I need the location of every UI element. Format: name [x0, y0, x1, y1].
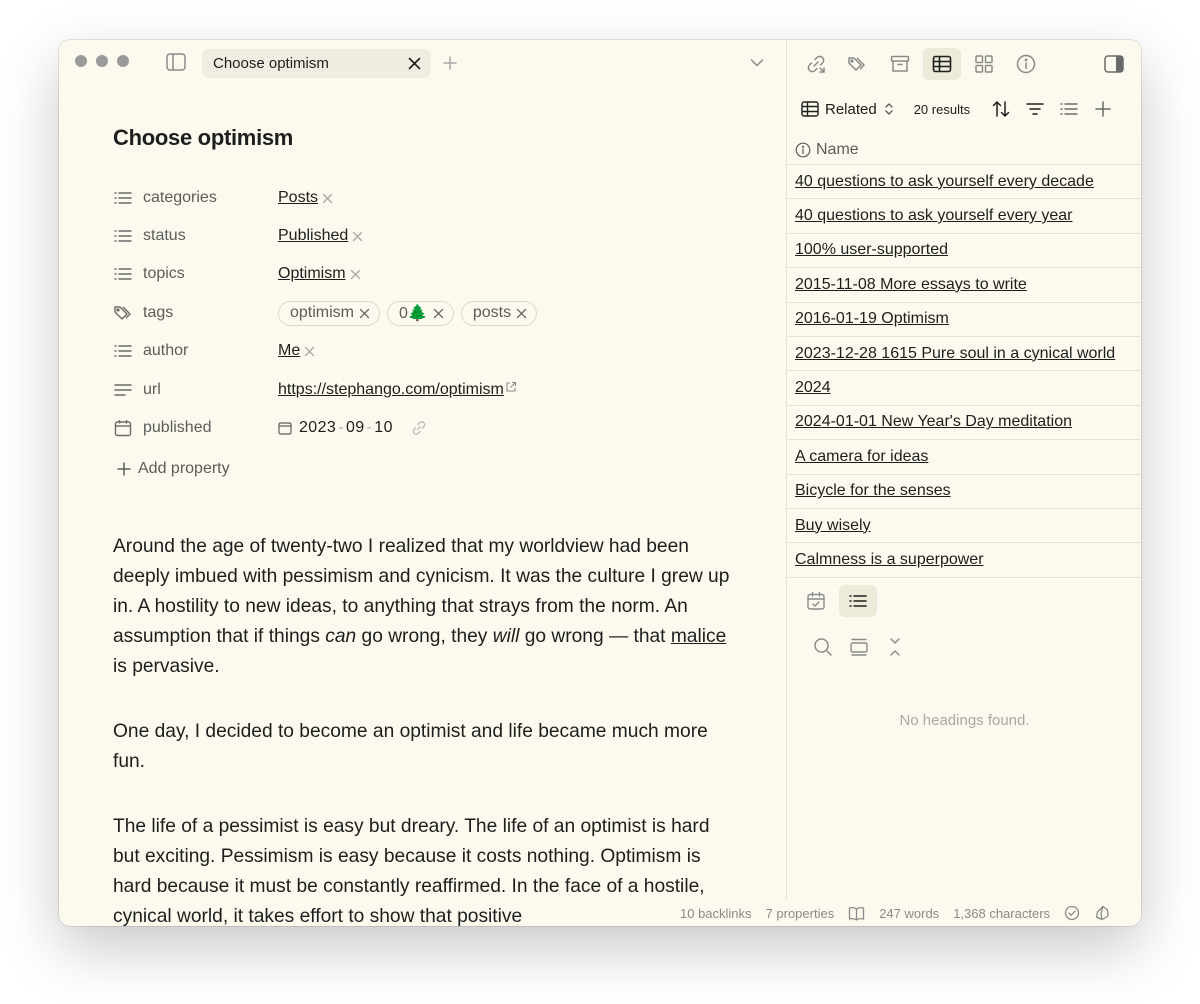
internal-link[interactable]: malice — [670, 626, 727, 647]
property-author — [113, 339, 753, 363]
empty-outline-message: No headings found. — [899, 712, 1030, 729]
text-run: Around the age of twenty-two I realized that my worldview had been deeply imbued with pessimism and cynicism. It was the culture I grew up in. A hostility to new ideas, to anything that strays from the norm. An assumption that if things — [113, 536, 730, 647]
remove-x-icon[interactable] — [516, 308, 527, 319]
property-name[interactable]: tags — [143, 304, 174, 321]
internal-link[interactable]: Optimism — [278, 265, 346, 282]
editor-pane — [59, 40, 786, 926]
property-value — [278, 301, 544, 326]
sort-icon[interactable] — [991, 99, 1011, 119]
paragraph[interactable]: The life of a pessimist is easy but dreary. The life of an optimist is hard but exciting. Pessimism is easy because it costs nothing. Optimism is hard because it must be constantly reaffirmed. In the face of a hostile, cynical world, it takes effort to show that positive — [113, 816, 710, 926]
date-separator: - — [366, 419, 373, 436]
add-property-button[interactable] — [117, 460, 230, 478]
tag-label: 0🌲 — [399, 305, 428, 322]
list-icon — [113, 188, 133, 208]
property-name[interactable]: status — [143, 227, 186, 244]
external-link[interactable]: https://stephango.com/optimism — [278, 381, 504, 398]
properties-list-icon[interactable] — [1059, 99, 1079, 119]
right-sidebar — [786, 40, 1141, 926]
italic-text: will — [492, 626, 520, 647]
filter-icon[interactable] — [1025, 99, 1045, 119]
table-row — [787, 371, 1141, 405]
remove-x-icon[interactable] — [433, 308, 444, 319]
property-value — [278, 381, 517, 399]
table-row — [787, 440, 1141, 474]
property-name[interactable]: published — [143, 419, 212, 436]
table-icon — [801, 101, 819, 117]
remove-x-icon[interactable] — [304, 346, 315, 357]
add-property-label: Add property — [138, 460, 230, 477]
list-icon — [848, 593, 868, 609]
right-sidebar-tabs — [797, 48, 1132, 80]
date-year[interactable]: 2023 — [299, 419, 337, 436]
internal-link[interactable]: Published — [278, 227, 349, 244]
result-link[interactable]: 40 questions to ask yourself every year — [795, 207, 1073, 225]
tag-pill[interactable] — [278, 301, 380, 326]
tab-title: Choose optimism — [213, 55, 329, 72]
app-window — [59, 40, 1141, 926]
table-row — [787, 406, 1141, 440]
tab-backlinks[interactable] — [797, 48, 835, 80]
view-selector[interactable]: Related — [825, 100, 877, 118]
window-controls — [75, 55, 129, 67]
panel-icon — [849, 637, 869, 657]
property-status — [113, 224, 753, 248]
result-link[interactable]: 2024-01-01 New Year's Day meditation — [795, 413, 1072, 431]
tab-bases-table[interactable] — [923, 48, 961, 80]
tag-pill[interactable] — [461, 301, 537, 326]
property-name[interactable]: categories — [143, 189, 217, 206]
tag-label: optimism — [290, 304, 355, 321]
close-window-button[interactable] — [75, 55, 87, 67]
character-count: 1,368 characters — [953, 905, 1051, 921]
paragraph[interactable]: One day, I decided to become an optimist and life became much more fun. — [113, 721, 708, 772]
date-day[interactable]: 10 — [374, 419, 393, 436]
result-link[interactable]: 2016-01-19 Optimism — [795, 310, 949, 328]
list-icon — [113, 226, 133, 246]
calendar-small-icon[interactable] — [278, 421, 292, 435]
property-published — [113, 416, 753, 440]
lower-pane-tabs — [797, 585, 997, 617]
result-link[interactable]: 2015-11-08 More essays to write — [795, 275, 1027, 293]
tag-label: posts — [472, 304, 512, 321]
outline-collapse-button[interactable] — [879, 632, 911, 662]
info-icon — [795, 142, 811, 158]
result-link[interactable]: 2024 — [795, 379, 831, 397]
chevron-down-icon[interactable] — [750, 58, 764, 68]
zoom-window-button[interactable] — [117, 55, 129, 67]
calendar-icon — [113, 418, 133, 438]
property-value — [278, 265, 361, 283]
calendar-check-icon — [806, 591, 826, 611]
property-tags — [113, 301, 753, 325]
new-tab-plus-icon[interactable] — [443, 56, 457, 70]
info-icon — [1016, 54, 1036, 74]
list-icon — [113, 264, 133, 284]
result-link[interactable]: Buy wisely — [795, 516, 871, 534]
table-row — [787, 268, 1141, 302]
remove-x-icon[interactable] — [359, 308, 370, 319]
remove-x-icon[interactable] — [352, 231, 363, 242]
property-name[interactable]: topics — [143, 265, 185, 282]
close-icon[interactable] — [408, 57, 421, 70]
minimize-window-button[interactable] — [96, 55, 108, 67]
result-link[interactable]: 2023-12-28 1615 Pure soul in a cynical world — [795, 344, 1116, 362]
table-row — [787, 337, 1141, 371]
right-sidebar-toggle[interactable] — [1095, 48, 1133, 80]
table-row — [787, 509, 1141, 543]
table-row — [787, 475, 1141, 509]
backlinks-icon — [806, 54, 826, 74]
link-icon[interactable] — [411, 420, 427, 436]
tab-calendar[interactable] — [797, 585, 835, 617]
table-row — [787, 543, 1141, 577]
tab-archive[interactable] — [881, 48, 919, 80]
date-separator: - — [338, 419, 344, 436]
external-link-icon — [505, 381, 517, 393]
search-icon — [813, 637, 833, 657]
property-value — [278, 227, 363, 245]
table-row — [787, 165, 1141, 199]
result-link[interactable]: Calmness is a superpower — [795, 550, 984, 568]
tab-info[interactable] — [1007, 48, 1045, 80]
result-link[interactable]: 100% user-supported — [795, 241, 948, 259]
tags-icon — [113, 303, 133, 323]
outline-search-button[interactable] — [807, 632, 839, 662]
tag-pill[interactable] — [387, 301, 454, 326]
status-bar — [670, 899, 1141, 926]
result-link[interactable]: 40 questions to ask yourself every decade — [795, 172, 1094, 190]
tab-outline[interactable] — [839, 585, 877, 617]
text-lines-icon — [113, 380, 133, 400]
internal-link[interactable]: Posts — [278, 189, 319, 206]
outline-track-button[interactable] — [843, 632, 875, 662]
text-run: go wrong — that — [519, 626, 671, 647]
column-header-label: Name — [816, 141, 859, 158]
obsidian-logo-icon[interactable] — [1094, 905, 1110, 921]
reading-view-book-icon[interactable] — [848, 906, 865, 921]
collapse-chevrons-icon — [887, 637, 903, 657]
date-month[interactable]: 09 — [345, 419, 365, 436]
word-count: 247 words — [879, 905, 940, 921]
property-url — [113, 378, 753, 402]
tab-cards[interactable] — [965, 48, 1003, 80]
tab-choose-optimism[interactable] — [202, 49, 431, 78]
sidebar-right-icon — [1104, 55, 1124, 73]
properties-count[interactable]: 7 properties — [765, 905, 835, 921]
table-row — [787, 234, 1141, 268]
tags-icon — [847, 55, 869, 73]
archive-box-icon — [890, 55, 910, 73]
property-categories — [113, 186, 753, 210]
note-title[interactable]: Choose optimism — [113, 125, 294, 150]
tab-tags[interactable] — [839, 48, 877, 80]
property-name[interactable]: author — [143, 342, 189, 359]
italic-text: can — [325, 626, 357, 647]
plus-icon — [117, 462, 131, 476]
date-field[interactable] — [278, 419, 427, 437]
remove-x-icon[interactable] — [350, 269, 361, 280]
plus-icon[interactable] — [1093, 99, 1113, 119]
property-value — [278, 189, 333, 207]
outline-toolbar — [797, 632, 997, 662]
list-icon — [113, 341, 133, 361]
property-value — [278, 342, 315, 360]
grid-icon — [974, 54, 994, 74]
left-sidebar-toggle-icon[interactable] — [166, 53, 186, 71]
internal-link[interactable]: Me — [278, 342, 301, 359]
text-run: is pervasive. — [113, 656, 220, 677]
backlinks-count[interactable]: 10 backlinks — [680, 905, 752, 921]
column-header-name[interactable] — [787, 136, 1141, 165]
results-table — [787, 165, 1141, 578]
chevron-up-down-icon[interactable] — [884, 102, 894, 116]
property-topics — [113, 262, 753, 286]
sync-check-icon[interactable] — [1064, 905, 1080, 921]
base-view-bar — [801, 96, 1131, 122]
remove-x-icon[interactable] — [322, 193, 333, 204]
result-link[interactable]: Bicycle for the senses — [795, 482, 951, 500]
result-link[interactable]: A camera for ideas — [795, 447, 929, 465]
table-row — [787, 199, 1141, 233]
table-row — [787, 303, 1141, 337]
results-count: 20 results — [913, 101, 971, 117]
property-name[interactable]: url — [143, 381, 161, 398]
paragraph[interactable] — [113, 532, 733, 682]
table-icon — [932, 55, 952, 73]
text-run: go wrong, they — [356, 626, 493, 647]
